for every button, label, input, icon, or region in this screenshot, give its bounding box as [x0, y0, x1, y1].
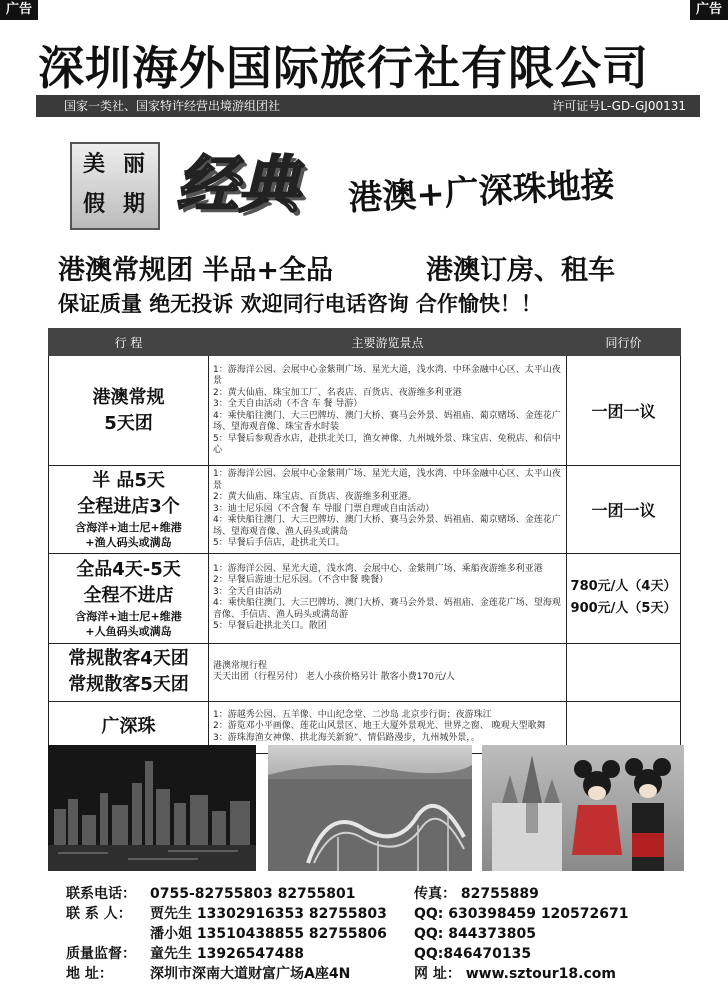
itinerary-day: 2：黄大仙庙、珠宝加工厂、名表店、百货店、夜游维多利亚港	[213, 387, 462, 398]
person-label: 联 系 人：	[66, 906, 132, 922]
itinerary-day: 5：早餐后赴拱北关口。散团	[213, 621, 327, 631]
fax-number: 82755889	[460, 886, 539, 902]
tour-table-body	[49, 356, 681, 754]
tour-name: 常规散客4天团	[68, 648, 189, 669]
person-1: 贾先生 13302916353 82755803	[150, 906, 387, 922]
ad-label-right: 广告	[690, 0, 728, 20]
tour-name: 5天团	[104, 412, 153, 434]
itinerary-day: 5：早餐后手信店，赴拱北关口。	[213, 538, 345, 548]
holiday-badge	[70, 142, 160, 230]
contact-phone-row	[66, 884, 706, 904]
itinerary-day: 1：游海洋公园、会展中心金紫荆广场、星光大道，浅水湾、中环金融中心区、太平山夜景	[213, 364, 561, 386]
itinerary-day: 1：游越秀公园、五羊像、中山纪念堂、二沙岛 北京步行街；夜游珠江	[213, 709, 492, 720]
supervisor-label: 质量监督：	[66, 946, 136, 962]
company-name: 深圳海外国际旅行社有限公司	[38, 41, 649, 95]
itinerary-day: 2：早餐后游迪士尼乐园。（不含中餐 晚餐）	[213, 575, 389, 585]
person-2: 潘小姐 13510438855 82755806	[150, 926, 387, 942]
col-header-sights: 主要游览景点	[209, 329, 567, 356]
website	[414, 964, 616, 984]
itinerary-day: 3：迪士尼乐园（不含餐 车 导服 门票自理或自由活动）	[213, 503, 435, 514]
tour-itinerary-cell	[209, 356, 567, 466]
contact-person-row-2	[66, 924, 706, 944]
tour-name: 全程不进店	[83, 585, 174, 606]
price-negotiable: 一团一议	[591, 500, 656, 520]
contact-section	[66, 884, 706, 984]
itinerary-day: 3：全天自由活动（不含 车 餐 导游）	[213, 399, 363, 409]
license-bar	[36, 95, 700, 117]
castle-illustration	[482, 745, 684, 871]
itinerary-day: 天天出团（行程另付） 老人小孩价格另计 散客小费170元/人	[213, 672, 455, 682]
supervisor: 童先生 13926547488	[150, 946, 305, 962]
itinerary-day: 4：乘快船往澳门、大三巴牌坊、澳门大桥、赛马会外景、妈祖庙、葡京赌场、金莲花广场、望海观音像、渔人码头或满岛	[213, 515, 561, 537]
tour-name: 全程进店3个	[77, 496, 180, 518]
tour-price-cell	[567, 643, 681, 701]
ad-label-left: 广告	[0, 0, 38, 20]
phone-numbers: 0755-82755803 82755801	[150, 886, 356, 902]
license-number: 许可证号L-GD-GJ00131	[552, 99, 686, 113]
website-url: www.sztour18.com	[465, 966, 616, 982]
itinerary-day: 港澳常规行程	[213, 660, 268, 671]
banner-slogan: 港澳+广深珠地接	[347, 164, 616, 219]
tour-name-cell	[49, 466, 209, 554]
address-label: 地 址：	[66, 966, 113, 982]
tour-includes: 含海洋+迪士尼+维港	[75, 610, 182, 623]
fax	[414, 884, 539, 904]
itinerary-day: 4：乘快船往澳门、大三巴牌坊、澳门大桥、赛马会外景、妈祖庙、金莲花广场、望海观音像、手信店、渔人码头或满岛游	[213, 598, 561, 620]
table-row	[49, 553, 681, 643]
headline-booking: 港澳订房、租车	[426, 255, 615, 286]
tour-price-cell	[567, 356, 681, 466]
tour-table	[48, 328, 681, 754]
table-row	[49, 643, 681, 701]
headline-quality: 保证质量 绝无投诉 欢迎同行电话咨询 合作愉快！！	[58, 292, 542, 316]
tour-name: 广深珠	[101, 716, 156, 737]
qq-3: QQ:846470135	[414, 946, 532, 962]
ocean-park-photo	[268, 745, 472, 871]
table-row	[49, 356, 681, 466]
contact-supervisor-row	[66, 944, 706, 964]
qq-2: QQ: 844373805	[414, 926, 536, 942]
address: 深圳市深南大道财富广场A座4N	[150, 966, 351, 982]
itinerary-day: 3：游珠海渔女神像、拱北海关新貌”、情侣路漫步，九州城外景，。	[213, 732, 480, 743]
qq-1: QQ: 630398459 120572671	[414, 906, 629, 922]
tour-includes: +渔人码头或满岛	[85, 536, 172, 550]
tour-name: 常规散客5天团	[68, 674, 189, 695]
itinerary-day: 1：游海洋公园、星光大道，浅水湾、会展中心、金紫荆广场、乘船夜游维多利亚港	[213, 563, 543, 574]
itinerary-day: 1：游海洋公园、会展中心金紫荆广场、星光大道，浅水湾、中环金融中心区、太平山夜景	[213, 469, 561, 491]
contact-person-row	[66, 904, 706, 924]
phone-label: 联系电话：	[66, 886, 136, 902]
tagline: 国家一类社、国家特许经营出境游组团社	[64, 99, 281, 113]
col-header-route: 行 程	[49, 329, 209, 356]
itinerary-day: 5：早餐后参观香水店，赴拱北关口，渔女神像、九州城外景、珠宝店、免税店、和信中心	[213, 433, 561, 455]
holiday-char: 美	[82, 152, 105, 177]
itinerary-day: 2：黄大仙庙、珠宝店、百货店、夜游维多利亚港。	[213, 492, 417, 502]
website-label: 网 址：	[414, 966, 461, 982]
itinerary-day: 2：游览邓小平画像、莲花山风景区、地王大厦外景观光、世界之窗、 晚观大型歌舞	[213, 721, 546, 732]
price-negotiable: 一团一议	[591, 402, 656, 421]
itinerary-day: 4：乘快船往澳门、大三巴牌坊、澳门大桥、赛马会外景、妈祖庙、葡京赌场、金莲花广场、望海观音像、珠宝香水时装	[213, 410, 561, 432]
tour-name: 半 品5天	[92, 470, 165, 492]
price-line: 900元/人（5天）	[570, 601, 677, 616]
disneyland-photo	[482, 745, 684, 871]
table-header-row	[49, 329, 681, 356]
tour-itinerary-cell	[209, 643, 567, 701]
tour-price-cell	[567, 466, 681, 554]
tour-price-cell	[567, 553, 681, 643]
table-row	[49, 466, 681, 554]
tour-includes: 含海洋+迪士尼+维港	[75, 521, 182, 535]
rollercoaster-illustration	[268, 745, 472, 871]
hongkong-skyline-photo	[48, 745, 256, 871]
tour-itinerary-cell	[209, 466, 567, 554]
tour-includes: +人鱼码头或满岛	[85, 625, 172, 638]
tour-name-cell	[49, 643, 209, 701]
tour-itinerary-cell	[209, 553, 567, 643]
tour-name: 全品4天-5天	[76, 559, 181, 580]
classic-title: 经典	[176, 148, 301, 221]
holiday-char: 假	[82, 192, 105, 217]
itinerary-day: 3：全天自由活动	[213, 586, 282, 597]
contact-address-row	[66, 964, 706, 984]
col-header-price: 同行价	[567, 329, 681, 356]
tour-name-cell	[49, 356, 209, 466]
skyline-illustration	[48, 745, 256, 871]
tour-name-cell	[49, 553, 209, 643]
tour-name: 港澳常规	[92, 386, 165, 408]
holiday-char: 丽	[122, 152, 145, 177]
headline-services	[58, 248, 678, 287]
price-line: 780元/人（4天）	[570, 579, 677, 594]
headline-tours: 港澳常规团 半品+全品	[58, 255, 334, 286]
holiday-char: 期	[122, 192, 145, 217]
fax-label: 传真：	[414, 886, 456, 902]
photo-strip	[48, 745, 684, 871]
